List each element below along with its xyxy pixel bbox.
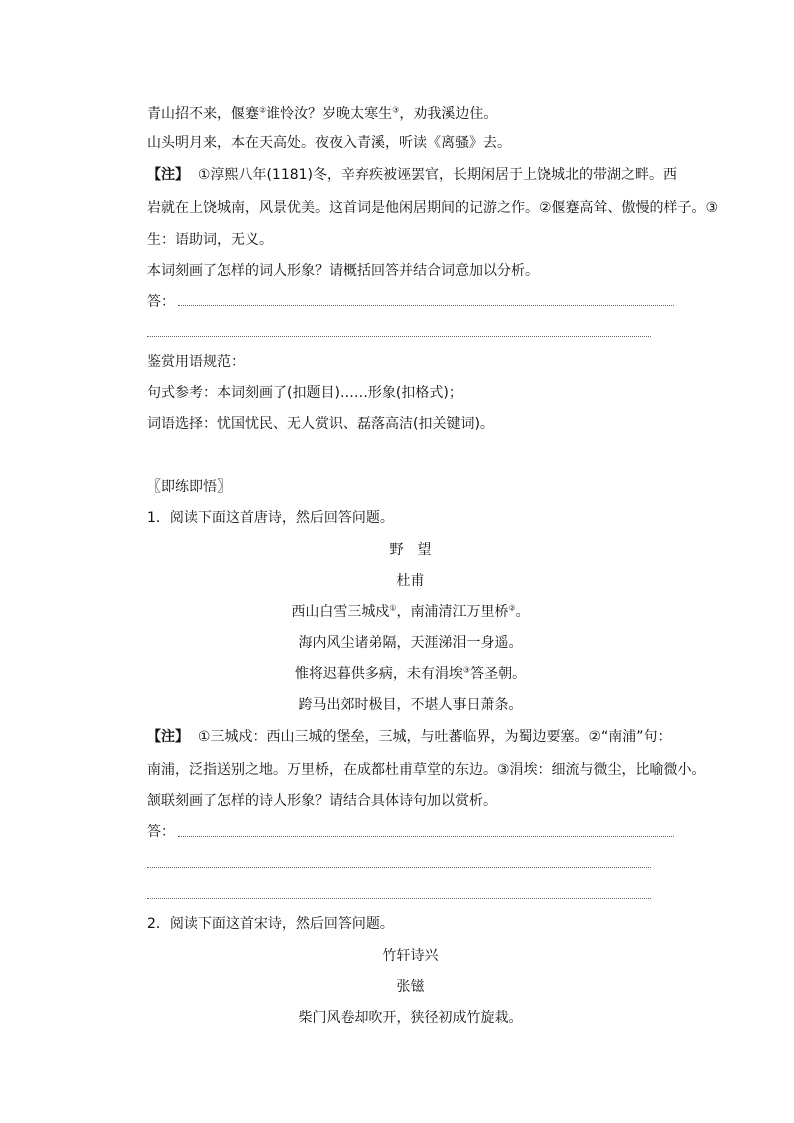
answer-line[interactable]	[147, 867, 651, 868]
text: ，南浦清江万里桥	[396, 604, 509, 620]
poem-line: 柴门风卷却吹开，狭径初成竹旋栽。	[298, 1010, 523, 1026]
answer-line[interactable]	[147, 898, 651, 899]
text: 答圣朝。	[470, 666, 527, 682]
poem-line: 海内风尘诸弟隔，天涯涕泪一身遥。	[298, 635, 523, 651]
text: ①三城戍：西山三城的堡垒，三城，与吐蕃临界，为蜀边要塞。②“南浦”句：	[197, 729, 672, 745]
note-line-1	[147, 165, 677, 185]
text: 西山白雪三城戍	[291, 604, 390, 620]
footnote-mark: ①	[389, 603, 397, 613]
question-2: 颔联刻画了怎样的诗人形象？请结合具体诗句加以赏析。	[147, 793, 497, 809]
footnote-mark: ③	[392, 105, 400, 115]
question-1: 本词刻画了怎样的词人形象？请概括回答并结合词意加以分析。	[147, 263, 539, 279]
poem-line-4: 山头明月来，本在天高处。夜夜入青溪，听读《离骚》去。	[147, 135, 511, 151]
footnote-mark: ③	[462, 665, 471, 675]
poem-author: 杜甫	[396, 573, 425, 589]
answer-line[interactable]	[178, 836, 674, 837]
note-line-2: 岩就在上饶城南，风景优美。这首词是他闲居期间的记游之作。②偃蹇高耸、傲慢的样子。③	[147, 200, 719, 216]
poem-line-3	[147, 104, 497, 124]
section-header: 〖即练即悟〗	[147, 479, 231, 495]
note-label: 【注】	[147, 167, 189, 183]
note-line-3: 生：语助词，无义。	[147, 232, 273, 248]
text: 。	[515, 604, 530, 620]
text: ，劝我溪边住。	[399, 106, 498, 122]
answer-label: 答：	[147, 824, 175, 840]
note-line-2: 南浦，泛指送别之地。万里桥，在成都杜甫草堂的东边。③涓埃：细流与微尘，比喻微小。	[147, 762, 706, 778]
guide-words: 词语选择：忧国忧民、无人赏识、磊落高洁(扣关键词)。	[147, 416, 494, 432]
guide-sentence: 句式参考：本词刻画了(扣题目)……形象(扣格式)；	[147, 385, 463, 401]
text: 青山招不来，偃蹇	[147, 106, 259, 122]
poem-title: 野 望	[389, 542, 432, 558]
note-label: 【注】	[147, 729, 189, 745]
poem-line	[147, 664, 674, 684]
answer-line[interactable]	[147, 336, 651, 337]
footnote-mark: ②	[508, 603, 516, 613]
answer-label: 答：	[147, 294, 175, 310]
poem-line	[147, 602, 674, 622]
text: 惟将迟暮供多病，未有涓埃	[294, 666, 463, 682]
text: ①淳熙八年(1181)冬，辛弃疾被诬罢官，长期闲居于上饶城北的带湖之畔。西	[197, 167, 678, 183]
question-intro-2: 2．阅读下面这首宋诗，然后回答问题。	[147, 916, 394, 932]
guide-title: 鉴赏用语规范：	[147, 354, 245, 370]
poem-title: 竹轩诗兴	[382, 948, 439, 964]
poem-line: 跨马出郊时极目，不堪人事日萧条。	[298, 697, 523, 713]
question-intro-1: 1．阅读下面这首唐诗，然后回答问题。	[147, 510, 394, 526]
poem-author: 张镃	[396, 979, 425, 995]
text: 谁怜汝？岁晚太寒生	[266, 106, 393, 122]
footnote-mark: ②	[259, 105, 267, 115]
answer-line[interactable]	[178, 305, 674, 306]
note-line-1	[147, 727, 672, 747]
